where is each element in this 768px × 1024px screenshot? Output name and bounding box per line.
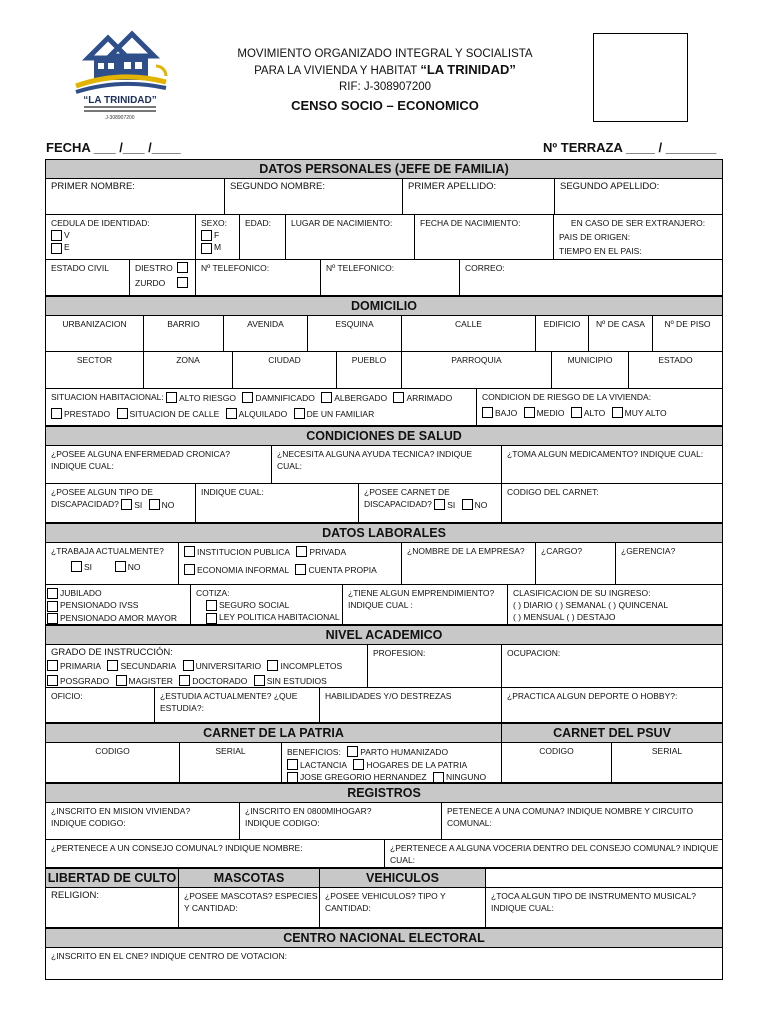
pensionado-amor-label: PENSIONADO AMOR MAYOR xyxy=(60,612,177,623)
organization-info xyxy=(200,46,570,114)
edificio-field[interactable]: EDIFICIO xyxy=(536,316,589,351)
otros-header-row xyxy=(46,868,722,888)
psuv-serial-field[interactable]: SERIAL xyxy=(651,746,683,756)
barrio-field[interactable]: BARRIO xyxy=(144,316,224,351)
ocupacion-field[interactable]: OCUPACION: xyxy=(507,648,561,658)
domicilio-row2 xyxy=(46,352,722,389)
num-casa-field[interactable]: Nº DE CASA xyxy=(589,316,653,351)
section-registros: REGISTROS xyxy=(46,783,722,803)
academico-row2 xyxy=(46,688,722,723)
mision-label: ¿INSCRITO EN MISION VIVIENDA? xyxy=(51,806,191,816)
primaria-checkbox[interactable] xyxy=(47,660,58,671)
emprendimiento-field[interactable] xyxy=(343,585,508,624)
ayuda-tecnica-field[interactable] xyxy=(272,446,502,483)
prestado-checkbox[interactable] xyxy=(51,408,62,419)
estudia-label: ¿ESTUDIA ACTUALMENTE? ¿QUE xyxy=(160,691,298,701)
gerencia-field[interactable]: ¿GERENCIA? xyxy=(621,546,676,556)
situacion-habitacional-cell xyxy=(46,389,477,425)
salud-row2 xyxy=(46,484,722,523)
sin-estudios-label: SIN ESTUDIOS xyxy=(266,675,327,686)
ley-politica-checkbox[interactable] xyxy=(206,613,217,624)
segundo-apellido-field[interactable]: SEGUNDO APELLIDO: xyxy=(560,181,660,192)
zurdo-label: ZURDO xyxy=(135,278,166,288)
salud-row1 xyxy=(46,446,722,484)
oficio-field[interactable]: OFICIO: xyxy=(46,688,155,722)
discapacidad-label2: DISCAPACIDAD? xyxy=(51,499,119,509)
cuenta-propia-label: CUENTA PROPIA xyxy=(308,564,377,575)
primer-apellido-field[interactable]: PRIMER APELLIDO: xyxy=(403,179,555,214)
org-name-line2: PARA LA VIVIENDA Y HABITAT “LA TRINIDAD” xyxy=(254,62,516,77)
trabaja-label: ¿TRABAJA ACTUALMENTE? xyxy=(51,546,164,556)
pueblo-field[interactable]: PUEBLO xyxy=(337,352,402,388)
mascotas-label: ¿POSEE MASCOTAS? ESPECIES xyxy=(184,891,318,901)
voceria-cual-label: CUAL: xyxy=(390,855,416,865)
pensionado-amor-checkbox[interactable] xyxy=(47,613,58,624)
situacion-calle-checkbox[interactable] xyxy=(117,408,128,419)
bajo-checkbox[interactable] xyxy=(482,407,493,418)
vehiculos-cantidad-label: CANTIDAD: xyxy=(325,903,371,913)
cotiza-cell xyxy=(191,585,343,624)
estudia-que-label: ESTUDIA?: xyxy=(160,703,204,713)
trabaja-cell xyxy=(46,543,179,584)
contact-row xyxy=(46,260,722,296)
sector-field[interactable]: SECTOR xyxy=(46,352,144,388)
section-carnet-psuv: CARNET DEL PSUV xyxy=(553,726,671,740)
identity-row xyxy=(46,215,722,260)
section-cne: CENTRO NACIONAL ELECTORAL xyxy=(46,928,722,948)
sexo-m-label: M xyxy=(214,242,222,253)
habilidades-field[interactable]: HABILIDADES Y/O DESTREZAS xyxy=(320,688,502,722)
condicion-riesgo-label: CONDICION DE RIESGO DE LA VIVIENDA: xyxy=(482,392,652,402)
mihogar-codigo-label: INDIQUE CODIGO: xyxy=(245,818,320,828)
situacion-row xyxy=(46,389,722,426)
instrumento-label: ¿TOCA ALGUN TIPO DE INSTRUMENTO MUSICAL? xyxy=(491,891,696,901)
patria-serial-field[interactable]: SERIAL xyxy=(180,743,282,782)
discapacidad-no-label: NO xyxy=(161,499,175,510)
medio-checkbox[interactable] xyxy=(524,407,535,418)
section-condiciones-salud: CONDICIONES DE SALUD xyxy=(46,426,722,446)
beneficios-label: BENEFICIOS: xyxy=(287,746,341,757)
incompletos-label: INCOMPLETOS xyxy=(280,660,343,671)
patria-codigo-field[interactable]: CODIGO xyxy=(46,743,180,782)
pais-origen-label: PAIS DE ORIGEN: xyxy=(559,232,631,242)
economia-informal-label: ECONOMIA INFORMAL xyxy=(197,564,290,575)
cuenta-propia-checkbox[interactable] xyxy=(295,564,306,575)
academico-row1 xyxy=(46,645,722,688)
section-datos-laborales: DATOS LABORALES xyxy=(46,523,722,543)
estado-civil-field[interactable]: ESTADO CIVIL xyxy=(46,260,130,295)
zurdo-checkbox[interactable] xyxy=(177,277,188,288)
org-rif: RIF: J-308907200 xyxy=(338,81,432,93)
cedula-label: CEDULA DE IDENTIDAD: xyxy=(51,218,150,228)
muy-alto-label: MUY ALTO xyxy=(624,407,667,418)
pensionado-ivss-checkbox[interactable] xyxy=(47,601,58,612)
cedula-cell xyxy=(46,215,196,259)
arrimado-checkbox[interactable] xyxy=(393,392,404,403)
domicilio-row1 xyxy=(46,316,722,352)
medicamento-field[interactable]: ¿TOMA ALGUN MEDICAMENTO? INDIQUE CUAL: xyxy=(507,449,704,459)
names-row xyxy=(46,179,722,215)
medio-label: MEDIO xyxy=(536,407,565,418)
carnet-row xyxy=(46,743,722,783)
hogares-label: HOGARES DE LA PATRIA xyxy=(366,759,468,770)
form-header xyxy=(0,0,768,135)
mascotas-field[interactable] xyxy=(179,888,320,927)
ley-politica-label: LEY POLITICA HABITACIONAL xyxy=(219,612,340,623)
fecha-nacimiento-field[interactable]: FECHA DE NACIMIENTO: xyxy=(415,215,554,259)
discapacidad-cual-field[interactable]: INDIQUE CUAL: xyxy=(196,484,359,522)
magister-label: MAGISTER xyxy=(128,675,173,686)
carnet-disc-label: ¿POSEE CARNET DE xyxy=(364,487,450,497)
vehiculos-field[interactable] xyxy=(320,888,486,927)
de-un-familiar-checkbox[interactable] xyxy=(294,408,305,419)
ayuda-cual-label: CUAL: xyxy=(277,461,303,471)
trabaja-no-label: NO xyxy=(127,561,141,572)
enfermedad-label: ¿POSEE ALGUNA ENFERMEDAD CRONICA? xyxy=(51,449,231,459)
trabaja-si-checkbox[interactable] xyxy=(71,561,82,572)
house-logo-icon xyxy=(70,26,170,124)
laborales-row2 xyxy=(46,585,722,625)
sexo-f-label: F xyxy=(214,230,220,240)
bajo-label: BAJO xyxy=(495,407,518,418)
tiempo-pais-label: TIEMPO EN EL PAIS: xyxy=(559,246,642,256)
comuna-label: PETENECE A UNA COMUNA? INDIQUE NOMBRE Y CIRCUITO xyxy=(447,806,694,816)
cedula-e-label: E xyxy=(64,242,70,253)
situacion-calle-label: SITUACION DE CALLE xyxy=(129,408,220,419)
discapacidad-cell xyxy=(46,484,196,522)
section-mascotas: MASCOTAS xyxy=(179,869,320,887)
lugar-nacimiento-field[interactable]: LUGAR DE NACIMIENTO: xyxy=(286,215,415,259)
comuna-circuito-label: COMUNAL: xyxy=(447,818,492,828)
mihogar-label: ¿INSCRITO EN 0800MIHOGAR? xyxy=(245,806,372,816)
seguro-social-checkbox[interactable] xyxy=(206,600,217,611)
sin-estudios-checkbox[interactable] xyxy=(254,675,265,686)
ninguno-label: NINGUNO xyxy=(445,772,487,782)
parto-checkbox[interactable] xyxy=(347,746,358,757)
section-domicilio: DOMICILIO xyxy=(46,296,722,316)
ninguno-checkbox[interactable] xyxy=(433,772,444,782)
deporte-field[interactable]: ¿PRACTICA ALGUN DEPORTE O HOBBY?: xyxy=(507,691,678,701)
sexo-label: SEXO: xyxy=(201,218,227,228)
economia-informal-checkbox[interactable] xyxy=(184,564,195,575)
grado-instruccion-cell xyxy=(46,645,368,687)
esquina-field[interactable]: ESQUINA xyxy=(308,316,402,351)
num-piso-field[interactable]: Nº DE PISO xyxy=(664,319,711,329)
zona-field[interactable]: ZONA xyxy=(144,352,233,388)
section-vehiculos: VEHICULOS xyxy=(320,869,486,887)
correo-field[interactable]: CORREO: xyxy=(465,263,505,273)
voceria-field[interactable] xyxy=(385,840,722,867)
avenida-field[interactable]: AVENIDA xyxy=(224,316,308,351)
cedula-e-checkbox[interactable] xyxy=(51,243,62,254)
instrumento-cual-label: INDIQUE CUAL: xyxy=(491,903,554,913)
primaria-label: PRIMARIA xyxy=(60,660,102,671)
albergado-checkbox[interactable] xyxy=(321,392,332,403)
universitario-label: UNIVERSITARIO xyxy=(195,660,262,671)
damnificado-checkbox[interactable] xyxy=(242,392,253,403)
enfermedad-indique-label: INDIQUE CUAL: xyxy=(51,461,114,471)
alquilado-checkbox[interactable] xyxy=(226,408,237,419)
telefono2-field[interactable]: Nº TELEFONICO: xyxy=(321,260,460,295)
profesion-field[interactable]: PROFESION: xyxy=(368,645,502,687)
pensionado-ivss-label: PENSIONADO IVSS xyxy=(60,600,139,611)
doctorado-label: DOCTORADO xyxy=(192,675,248,686)
seguro-social-label: SEGURO SOCIAL xyxy=(219,600,290,610)
extranjero-cell[interactable] xyxy=(554,215,722,259)
jubilacion-cell xyxy=(46,585,191,624)
primer-nombre-field[interactable]: PRIMER NOMBRE: xyxy=(46,179,225,214)
parto-label: PARTO HUMANIZADO xyxy=(360,746,449,757)
alto-label: ALTO xyxy=(583,407,606,418)
privada-label: PRIVADA xyxy=(309,546,347,557)
psuv-codigo-field[interactable]: CODIGO xyxy=(502,743,612,782)
sexo-f-checkbox[interactable] xyxy=(201,230,212,241)
privada-checkbox[interactable] xyxy=(296,546,307,557)
cedula-v-label: V xyxy=(64,230,70,240)
carnet-discapacidad-cell xyxy=(359,484,502,522)
alto-riesgo-label: ALTO RIESGO xyxy=(179,392,236,403)
photo-box xyxy=(593,33,688,122)
mihogar-field[interactable] xyxy=(240,803,442,839)
otros-row xyxy=(46,888,722,928)
section-nivel-academico: NIVEL ACADEMICO xyxy=(46,625,722,645)
laborales-row1 xyxy=(46,543,722,585)
sexo-m-checkbox[interactable] xyxy=(201,243,212,254)
jose-gregorio-checkbox[interactable] xyxy=(287,772,298,782)
clasificacion-label: CLASIFICACION DE SU INGRESO: xyxy=(513,588,651,598)
lactancia-label: LACTANCIA xyxy=(300,759,348,770)
section-datos-personales: DATOS PERSONALES (JEFE DE FAMILIA) xyxy=(46,159,722,179)
diestro-checkbox[interactable] xyxy=(177,262,188,273)
cne-field[interactable]: ¿INSCRITO EN EL CNE? INDIQUE CENTRO DE VOTACION: xyxy=(51,951,287,961)
carnet-no-label: NO xyxy=(474,499,488,510)
cargo-field[interactable]: ¿CARGO? xyxy=(536,543,616,584)
albergado-label: ALBERGADO xyxy=(334,392,388,403)
carnet-si-label: SI xyxy=(447,499,456,510)
condicion-riesgo-cell xyxy=(477,389,722,425)
parroquia-field[interactable]: PARROQUIA xyxy=(402,352,552,388)
voceria-label: ¿PERTENECE A ALGUNA VOCERIA DENTRO DEL CONSEJO COMUNAL? INDIQUE xyxy=(390,843,719,853)
section-blank xyxy=(486,869,722,887)
segundo-nombre-field[interactable]: SEGUNDO NOMBRE: xyxy=(225,179,403,214)
emprendimiento-label: ¿TIENE ALGUN EMPRENDIMIENTO? xyxy=(348,588,495,598)
secundaria-checkbox[interactable] xyxy=(107,660,118,671)
posgrado-checkbox[interactable] xyxy=(47,675,58,686)
discapacidad-no-checkbox[interactable] xyxy=(149,499,160,510)
org-name-line1: MOVIMIENTO ORGANIZADO INTEGRAL Y SOCIALISTA xyxy=(237,48,533,60)
carnet-disc-label2: DISCAPACIDAD? xyxy=(364,499,432,509)
consejo-comunal-field[interactable]: ¿PERTENECE A UN CONSEJO COMUNAL? INDIQUE NOMBRE: xyxy=(46,840,385,867)
clasificacion-ingreso-cell[interactable] xyxy=(508,585,722,624)
extranjero-label: EN CASO DE SER EXTRANJERO: xyxy=(570,218,706,228)
jubilado-checkbox[interactable] xyxy=(47,588,58,599)
section-libertad-culto: LIBERTAD DE CULTO xyxy=(46,869,179,887)
comuna-field[interactable] xyxy=(442,803,722,839)
cedula-v-checkbox[interactable] xyxy=(51,230,62,241)
fecha-field[interactable]: FECHA ___ /___ /____ xyxy=(46,140,181,155)
ciudad-field[interactable]: CIUDAD xyxy=(233,352,337,388)
mision-vivienda-field[interactable] xyxy=(46,803,240,839)
alto-checkbox[interactable] xyxy=(571,407,582,418)
institucion-publica-checkbox[interactable] xyxy=(184,546,195,557)
religion-field[interactable]: RELIGION: xyxy=(46,888,179,927)
doctorado-checkbox[interactable] xyxy=(179,675,190,686)
logo-rif-text: J-308907200 xyxy=(105,115,135,121)
situacion-label: SITUACION HABITACIONAL: xyxy=(51,392,164,402)
jubilado-label: JUBILADO xyxy=(60,588,102,598)
sexo-cell xyxy=(196,215,240,259)
alquilado-label: ALQUILADO xyxy=(238,408,288,419)
census-form xyxy=(45,159,723,980)
arrimado-label: ARRIMADO xyxy=(406,392,453,403)
jose-gregorio-label: JOSE GREGORIO HERNANDEZ xyxy=(300,772,427,782)
organization-logo xyxy=(70,26,170,124)
calle-field[interactable]: CALLE xyxy=(402,316,536,351)
incompletos-checkbox[interactable] xyxy=(267,660,278,671)
municipio-field[interactable]: MUNICIPIO xyxy=(552,352,629,388)
trabaja-no-checkbox[interactable] xyxy=(115,561,126,572)
instrumento-field[interactable] xyxy=(486,888,722,927)
institucion-publica-label: INSTITUCION PUBLICA xyxy=(197,546,291,557)
empresa-field[interactable]: ¿NOMBRE DE LA EMPRESA? xyxy=(402,543,536,584)
edad-field[interactable]: EDAD: xyxy=(240,215,286,259)
lateralidad-cell xyxy=(130,260,196,295)
posgrado-label: POSGRADO xyxy=(60,675,110,686)
mision-codigo-label: INDIQUE CODIGO: xyxy=(51,818,126,828)
diestro-label: DIESTRO xyxy=(135,263,173,273)
secundaria-label: SECUNDARIA xyxy=(120,660,177,671)
carnet-no-checkbox[interactable] xyxy=(462,499,473,510)
section-carnet-patria: CARNET DE LA PATRIA xyxy=(46,724,502,742)
lactancia-checkbox[interactable] xyxy=(287,759,298,770)
carnet-header-row xyxy=(46,723,722,743)
estado-field[interactable]: ESTADO xyxy=(658,355,693,365)
damnificado-label: DAMNIFICADO xyxy=(255,392,315,403)
cotiza-label: COTIZA: xyxy=(196,588,230,598)
trabaja-si-label: SI xyxy=(84,561,93,572)
grado-label: GRADO DE INSTRUCCIÓN: xyxy=(51,647,173,658)
urbanizacion-field[interactable]: URBANIZACION xyxy=(46,316,144,351)
tipo-empleo-cell xyxy=(179,543,402,584)
estudia-field[interactable] xyxy=(155,688,320,722)
hogares-checkbox[interactable] xyxy=(353,759,364,770)
prestado-label: PRESTADO xyxy=(64,408,111,419)
enfermedad-cronica-field[interactable] xyxy=(46,446,272,483)
muy-alto-checkbox[interactable] xyxy=(612,407,623,418)
logo-name-text: “LA TRINIDAD” xyxy=(83,95,157,106)
form-title: CENSO SOCIO – ECONOMICO xyxy=(291,98,479,113)
magister-checkbox[interactable] xyxy=(116,675,127,686)
vehiculos-label: ¿POSEE VEHICULOS? TIPO Y xyxy=(325,891,446,901)
de-un-familiar-label: DE UN FAMILIAR xyxy=(306,408,375,419)
universitario-checkbox[interactable] xyxy=(183,660,194,671)
emprendimiento-cual-label: INDIQUE CUAL : xyxy=(348,600,413,610)
beneficios-cell xyxy=(282,743,502,782)
discapacidad-label: ¿POSEE ALGUN TIPO DE xyxy=(51,487,153,497)
codigo-carnet-field[interactable]: CODIGO DEL CARNET: xyxy=(507,487,599,497)
terraza-field[interactable]: Nº TERRAZA ____ / _______ xyxy=(543,140,717,155)
ingreso-options-line2: ( ) MENSUAL ( ) DESTAJO xyxy=(513,612,616,622)
registros-row2 xyxy=(46,840,722,868)
discapacidad-si-label: SI xyxy=(134,499,143,510)
mascotas-cantidad-label: Y CANTIDAD: xyxy=(184,903,238,913)
ayuda-label: ¿NECESITA ALGUNA AYUDA TECNICA? INDIQUE xyxy=(277,449,473,459)
registros-row1 xyxy=(46,803,722,840)
discapacidad-si-checkbox[interactable] xyxy=(121,499,132,510)
cne-row xyxy=(46,948,722,980)
carnet-si-checkbox[interactable] xyxy=(434,499,445,510)
telefono1-field[interactable]: Nº TELEFONICO: xyxy=(196,260,321,295)
alto-riesgo-checkbox[interactable] xyxy=(166,392,177,403)
ingreso-options-line1: ( ) DIARIO ( ) SEMANAL ( ) QUINCENAL xyxy=(513,600,669,610)
